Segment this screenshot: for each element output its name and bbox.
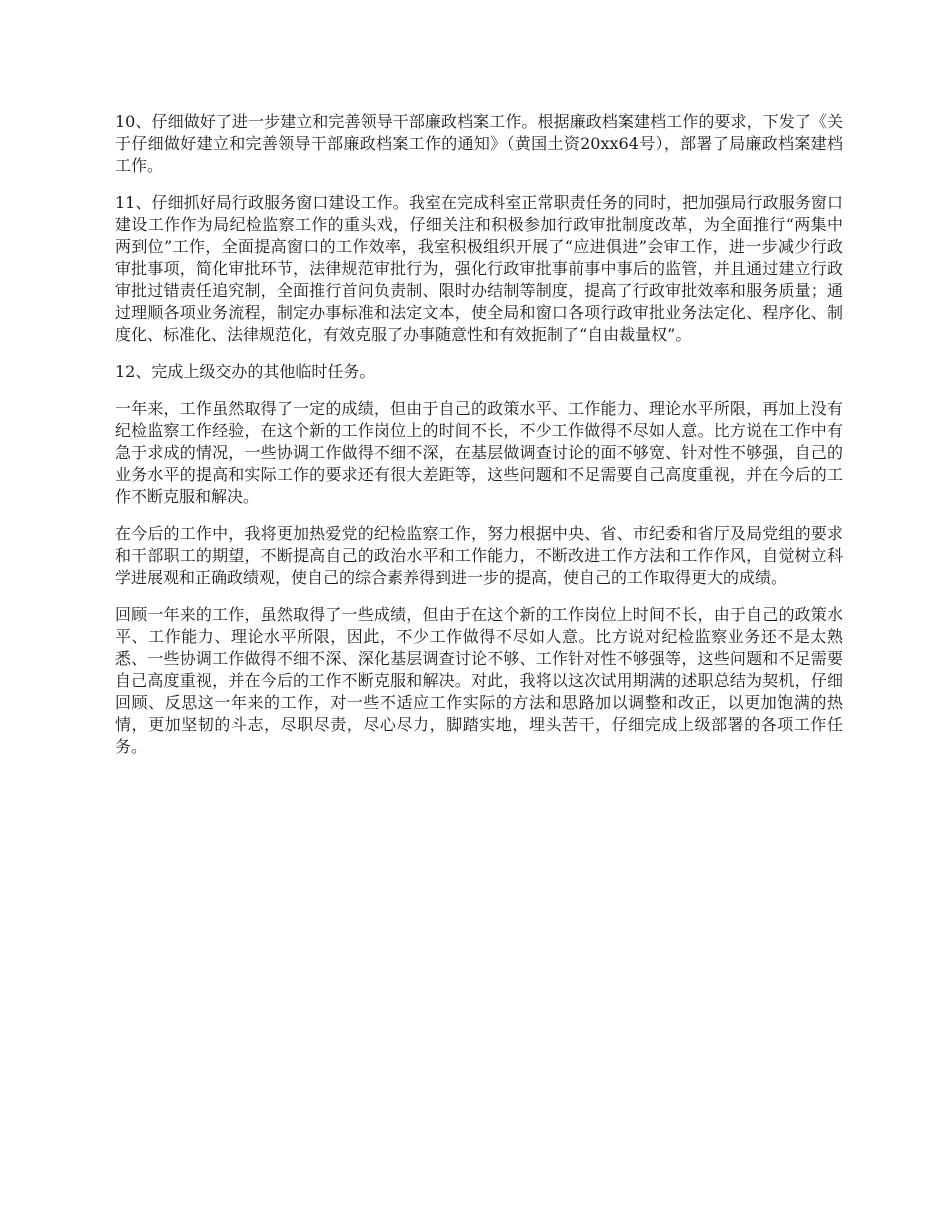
paragraph-item-11: 11、仔细抓好局行政服务窗口建设工作。我室在完成科室正常职责任务的同时，把加强局行政服务窗口建设工作作为局纪检监察工作的重头戏，仔细关注和积极参加行政审批制度改革，为全面推行“两集中两到位”工作，全面提高窗口的工作效率，我室积极组织开展了“应进俱进”会审工作，进一步减少行政审批事项，简化审批环节，法律规范审批行为，强化行政审批事前事中事后的监管，并且通过建立行政审批过错责任追究制，全面推行首问负责制、限时办结制等制度，提高了行政审批效率和服务质量；通过理顺各项业务流程，制定办事标准和法定文本，使全局和窗口各项行政审批业务法定化、程序化、制度化、标准化、法律规范化，有效克服了办事随意性和有效扼制了“自由裁量权”。	[115, 193, 843, 344]
paragraph-retrospective: 回顾一年来的工作，虽然取得了一些成绩，但由于在这个新的工作岗位上时间不长，由于自己的政策水平、工作能力、理论水平所限，因此，不少工作做得不尽如人意。比方说对纪检监察业务还不是太熟悉、一些协调工作做得不细不深、深化基层调查讨论不够、工作针对性不够强等，这些问题和不足需要自己高度重视，并在今后的工作不断克服和解决。对此，我将以这次试用期满的述职总结为契机，仔细回顾、反思这一年来的工作，对一些不适应工作实际的方法和思路加以调整和改正，以更加饱满的热情，更加坚韧的斗志，尽职尽责，尽心尽力，脚踏实地，埋头苦干，仔细完成上级部署的各项工作任务。	[115, 605, 843, 756]
paragraph-future-work: 在今后的工作中，我将更加热爱党的纪检监察工作，努力根据中央、省、市纪委和省厅及局党组的要求和干部职工的期望，不断提高自己的政治水平和工作能力，不断改进工作方法和工作作风，自觉树立科学进展观和正确政绩观，使自己的综合素养得到进一步的提高，使自己的工作取得更大的成绩。	[115, 524, 843, 587]
paragraph-item-12: 12、完成上级交办的其他临时任务。	[115, 362, 376, 381]
paragraph-item-10: 10、仔细做好了进一步建立和完善领导干部廉政档案工作。根据廉政档案建档工作的要求，下发了《关于仔细做好建立和完善领导干部廉政档案工作的通知》（黄国土资20xx64号），部署了局廉政档案建档工作。	[115, 112, 843, 175]
paragraph-year-review: 一年来，工作虽然取得了一定的成绩，但由于自己的政策水平、工作能力、理论水平所限，再加上没有纪检监察工作经验，在这个新的工作岗位上的时间不长，不少工作做得不尽如人意。比方说在工作中有急于求成的情况，一些协调工作做得不细不深，在基层做调查讨论的面不够宽、针对性不够强，自己的业务水平的提高和实际工作的要求还有很大差距等，这些问题和不足需要自己高度重视，并在今后的工作不断克服和解决。	[115, 399, 843, 506]
document-body	[115, 111, 843, 773]
